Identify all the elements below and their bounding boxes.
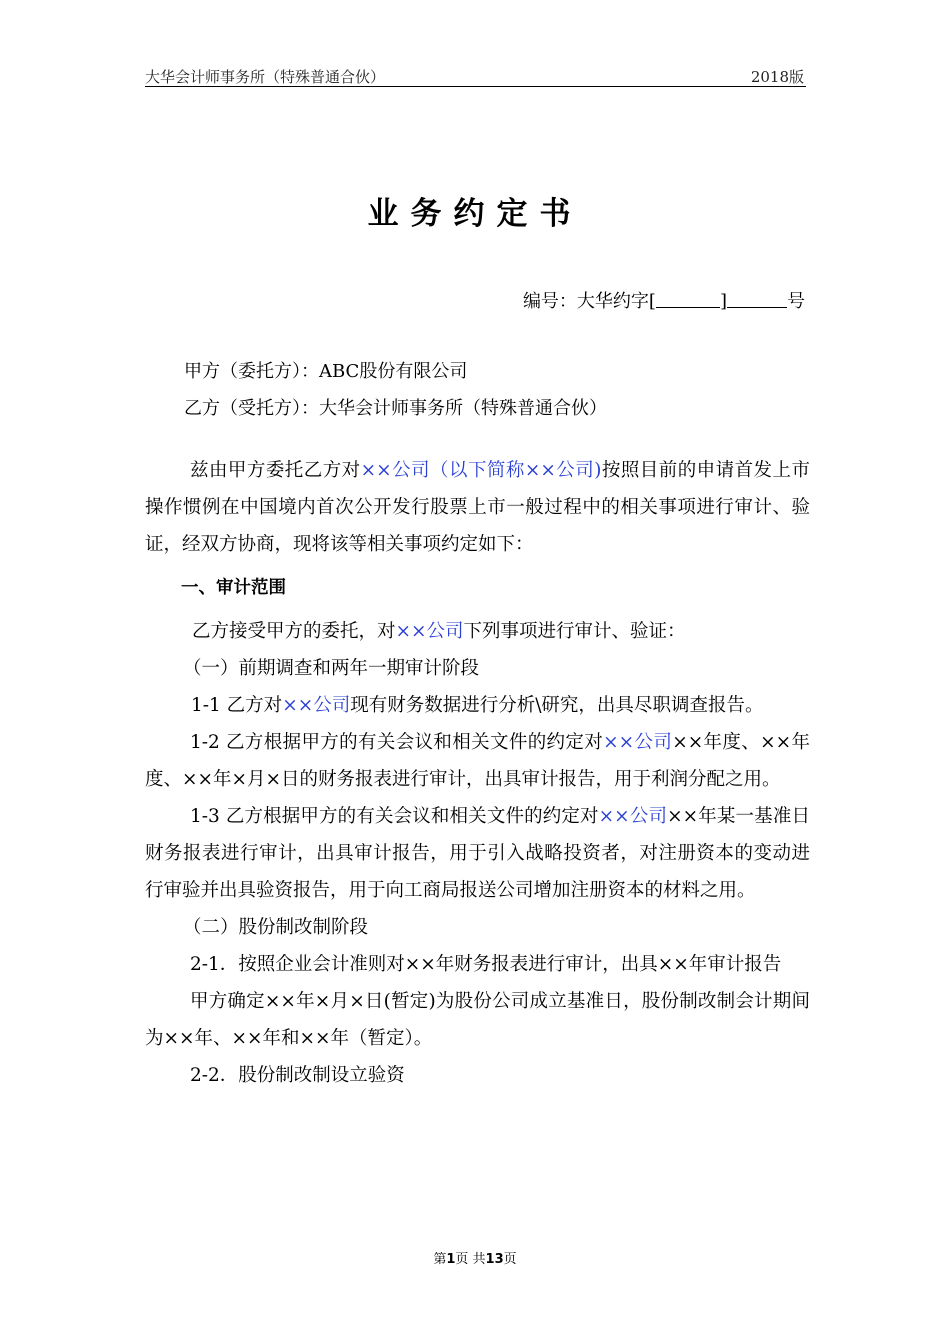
item-1-3-pre: 1-3 乙方根据甲方的有关会议和相关文件的约定对 xyxy=(190,806,599,827)
doc-number-middle: ] xyxy=(719,291,727,312)
item-1-2-post: ××年度、××年度、××年×月×日的财务报表进行审计，出具审计报告，用于利润分配之用。 xyxy=(145,732,810,790)
header-edition: 2018版 xyxy=(750,68,804,86)
item-1-2 xyxy=(145,724,810,798)
section-heading-audit-scope: 一、审计范围 xyxy=(181,578,286,598)
item-2-1-note: 甲方确定××年×月×日(暂定)为股份公司成立基准日，股份制改制会计期间为××年、××年和××年（暂定）。 xyxy=(145,991,810,1049)
doc-number-blank-1 xyxy=(656,289,720,308)
lead-post: 下列事项进行审计、验证： xyxy=(463,621,686,642)
doc-number-suffix: 号 xyxy=(787,291,805,312)
footer-page-number: 1 xyxy=(446,1252,456,1267)
intro-company: ××公司（以下简称××公司) xyxy=(360,460,602,481)
footer-suffix: 页 xyxy=(503,1252,517,1267)
item-1-1-pre: 1-1 乙方对 xyxy=(191,695,283,716)
section-lead xyxy=(145,613,810,650)
party-a: 甲方（委托方）：ABC股份有限公司 xyxy=(184,361,468,382)
document-body xyxy=(145,452,810,1094)
lead-company: ××公司 xyxy=(395,621,464,642)
phase1-heading: （一）前期调查和两年一期审计阶段 xyxy=(183,658,480,679)
phase2-heading: （二）股份制改制阶段 xyxy=(183,917,369,938)
doc-number-prefix: 编号：大华约字[ xyxy=(522,291,656,312)
item-1-3 xyxy=(145,798,810,909)
item-1-3-company: ××公司 xyxy=(598,806,668,827)
item-1-3-post: ××年某一基准日财务报表进行审计，出具审计报告，用于引入战略投资者，对注册资本的变动进行审验并出具验资报告，用于向工商局报送公司增加注册资本的材料之用。 xyxy=(145,806,810,901)
doc-number-blank-2 xyxy=(727,289,787,308)
intro-paragraph xyxy=(145,452,810,563)
page-header xyxy=(145,64,806,87)
intro-post: 按照目前的申请首发上市操作惯例在中国境内首次公开发行股票上市一般过程中的相关事项进行审计、验证，经双方协商，现将该等相关事项约定如下： xyxy=(145,460,810,555)
document-number xyxy=(523,287,805,313)
header-firm-name: 大华会计师事务所（特殊普通合伙） xyxy=(145,68,386,86)
item-1-1-post: 现有财务数据进行分析\研究，出具尽职调查报告。 xyxy=(350,695,764,716)
page-footer xyxy=(0,1248,950,1267)
footer-prefix: 第 xyxy=(433,1252,447,1267)
item-1-2-company: ××公司 xyxy=(603,732,673,753)
intro-pre: 兹由甲方委托乙方对 xyxy=(190,460,361,481)
footer-mid: 页 共 xyxy=(455,1252,486,1267)
item-1-2-pre: 1-2 乙方根据甲方的有关会议和相关文件的约定对 xyxy=(190,732,604,753)
item-1-1-company: ××公司 xyxy=(282,695,351,716)
item-1-1 xyxy=(145,687,810,724)
document-title: 业务约定书 xyxy=(367,196,583,232)
party-b: 乙方（受托方）：大华会计师事务所（特殊普通合伙） xyxy=(184,398,607,419)
lead-pre: 乙方接受甲方的委托，对 xyxy=(192,621,396,642)
footer-total-pages: 13 xyxy=(485,1252,504,1267)
item-2-1: 2-1．按照企业会计准则对××年财务报表进行审计，出具××年审计报告 xyxy=(190,954,782,975)
item-2-2: 2-2．股份制改制设立验资 xyxy=(190,1065,405,1086)
